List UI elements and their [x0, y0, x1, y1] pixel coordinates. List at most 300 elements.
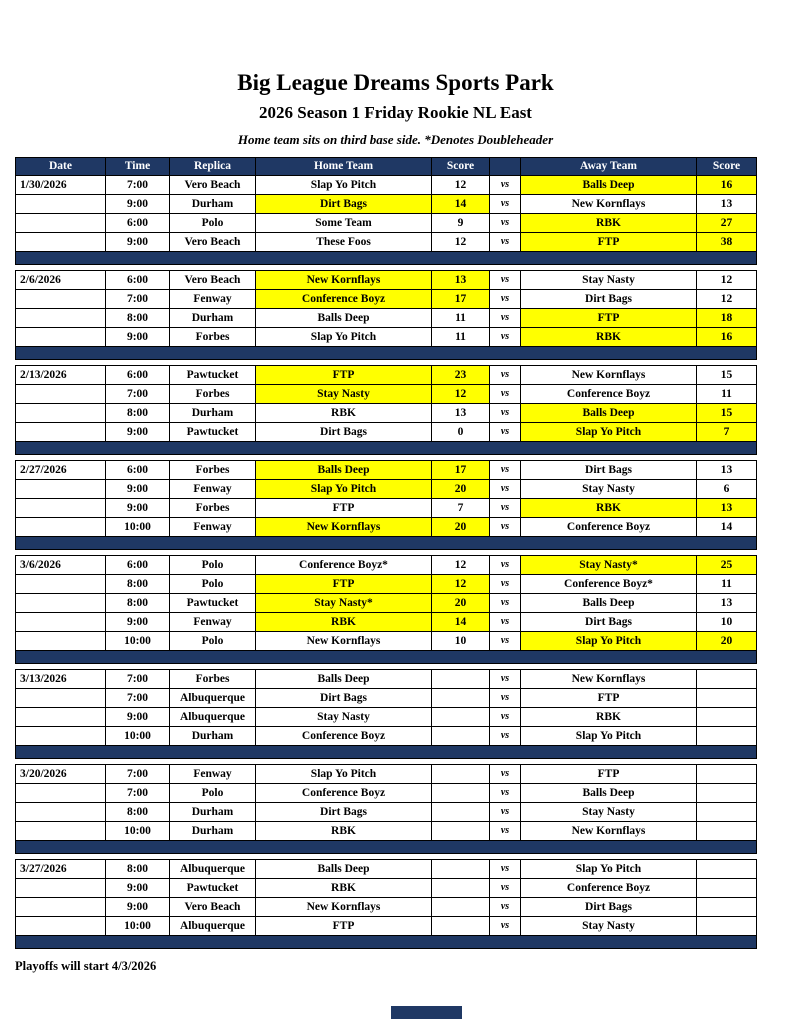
away-team-cell: FTP	[521, 689, 697, 708]
vs-label: vs	[490, 480, 521, 499]
group-separator	[16, 746, 757, 759]
replica-cell: Pawtucket	[170, 594, 256, 613]
time-cell: 6:00	[106, 366, 170, 385]
group-separator	[16, 651, 757, 664]
game-row	[16, 309, 757, 328]
date-cell	[16, 385, 106, 404]
group-separator	[16, 442, 757, 455]
replica-cell: Forbes	[170, 328, 256, 347]
away-score-cell	[697, 898, 757, 917]
time-cell: 9:00	[106, 879, 170, 898]
away-score-cell: 16	[697, 328, 757, 347]
replica-cell: Albuquerque	[170, 860, 256, 879]
away-team-cell: RBK	[521, 328, 697, 347]
home-team-cell: Balls Deep	[256, 309, 432, 328]
replica-cell: Fenway	[170, 765, 256, 784]
page-title: Big League Dreams Sports Park	[237, 70, 554, 95]
away-team-cell: FTP	[521, 765, 697, 784]
vs-label: vs	[490, 309, 521, 328]
group-separator-bar	[16, 442, 757, 455]
away-team-cell: RBK	[521, 214, 697, 233]
date-cell	[16, 290, 106, 309]
date-cell: 3/27/2026	[16, 860, 106, 879]
away-team-cell: Conference Boyz*	[521, 575, 697, 594]
group-separator-bar	[16, 347, 757, 360]
date-cell: 2/13/2026	[16, 366, 106, 385]
replica-cell: Fenway	[170, 613, 256, 632]
away-team-cell: Balls Deep	[521, 404, 697, 423]
date-cell	[16, 708, 106, 727]
away-score-cell	[697, 765, 757, 784]
away-team-cell: Balls Deep	[521, 594, 697, 613]
group-separator	[16, 841, 757, 854]
home-score-cell: 17	[432, 290, 490, 309]
vs-label: vs	[490, 860, 521, 879]
time-cell: 7:00	[106, 765, 170, 784]
time-cell: 6:00	[106, 214, 170, 233]
game-row	[16, 803, 757, 822]
home-team-cell: These Foos	[256, 233, 432, 252]
home-team-cell: Conference Boyz*	[256, 556, 432, 575]
home-team-cell: FTP	[256, 366, 432, 385]
replica-cell: Durham	[170, 309, 256, 328]
time-cell: 9:00	[106, 328, 170, 347]
vs-label: vs	[490, 404, 521, 423]
home-team-cell: RBK	[256, 404, 432, 423]
schedule-body	[16, 176, 757, 949]
home-team-cell: New Kornflays	[256, 898, 432, 917]
home-score-cell: 0	[432, 423, 490, 442]
away-team-cell: Conference Boyz	[521, 385, 697, 404]
home-score-cell	[432, 803, 490, 822]
away-team-cell: New Kornflays	[521, 195, 697, 214]
date-cell	[16, 480, 106, 499]
home-score-cell: 11	[432, 328, 490, 347]
time-cell: 8:00	[106, 594, 170, 613]
away-score-cell: 16	[697, 176, 757, 195]
replica-cell: Forbes	[170, 461, 256, 480]
replica-cell: Fenway	[170, 290, 256, 309]
home-score-cell: 14	[432, 195, 490, 214]
home-team-cell: New Kornflays	[256, 271, 432, 290]
game-row	[16, 689, 757, 708]
replica-cell: Polo	[170, 575, 256, 594]
home-team-cell: Conference Boyz	[256, 290, 432, 309]
home-score-cell	[432, 784, 490, 803]
time-cell: 8:00	[106, 309, 170, 328]
home-score-cell	[432, 822, 490, 841]
vs-label: vs	[490, 290, 521, 309]
home-team-cell: Dirt Bags	[256, 689, 432, 708]
replica-cell: Forbes	[170, 385, 256, 404]
home-score-cell	[432, 860, 490, 879]
away-team-cell: Stay Nasty*	[521, 556, 697, 575]
replica-cell: Durham	[170, 803, 256, 822]
game-row	[16, 385, 757, 404]
game-row	[16, 404, 757, 423]
group-separator-bar	[16, 651, 757, 664]
time-cell: 9:00	[106, 423, 170, 442]
home-team-cell: Conference Boyz	[256, 727, 432, 746]
vs-label: vs	[490, 670, 521, 689]
col-header-time: Time	[106, 158, 170, 176]
home-team-cell: FTP	[256, 917, 432, 936]
game-row	[16, 556, 757, 575]
group-separator	[16, 537, 757, 550]
game-row	[16, 480, 757, 499]
col-header-home-score: Score	[432, 158, 490, 176]
home-score-cell: 13	[432, 271, 490, 290]
page-footer-bar	[391, 1006, 462, 1019]
time-cell: 10:00	[106, 917, 170, 936]
home-team-cell: Dirt Bags	[256, 423, 432, 442]
replica-cell: Albuquerque	[170, 689, 256, 708]
replica-cell: Durham	[170, 404, 256, 423]
vs-label: vs	[490, 366, 521, 385]
time-cell: 8:00	[106, 803, 170, 822]
playoffs-note: Playoffs will start 4/3/2026	[15, 959, 157, 973]
game-row	[16, 784, 757, 803]
group-separator-bar	[16, 746, 757, 759]
group-separator-bar	[16, 252, 757, 265]
away-score-cell: 6	[697, 480, 757, 499]
home-team-cell: RBK	[256, 822, 432, 841]
game-row	[16, 271, 757, 290]
away-score-cell: 13	[697, 499, 757, 518]
date-cell	[16, 822, 106, 841]
col-header-date: Date	[16, 158, 106, 176]
home-team-cell: Conference Boyz	[256, 784, 432, 803]
away-score-cell	[697, 689, 757, 708]
home-score-cell: 17	[432, 461, 490, 480]
game-row	[16, 423, 757, 442]
away-score-cell: 7	[697, 423, 757, 442]
away-team-cell: New Kornflays	[521, 822, 697, 841]
game-row	[16, 613, 757, 632]
away-team-cell: New Kornflays	[521, 366, 697, 385]
vs-label: vs	[490, 822, 521, 841]
time-cell: 7:00	[106, 290, 170, 309]
away-score-cell: 38	[697, 233, 757, 252]
time-cell: 7:00	[106, 689, 170, 708]
replica-cell: Polo	[170, 784, 256, 803]
replica-cell: Vero Beach	[170, 176, 256, 195]
col-header-vs	[490, 158, 521, 176]
vs-label: vs	[490, 214, 521, 233]
home-score-cell	[432, 879, 490, 898]
date-cell	[16, 214, 106, 233]
time-cell: 8:00	[106, 860, 170, 879]
away-score-cell: 12	[697, 271, 757, 290]
col-header-replica: Replica	[170, 158, 256, 176]
home-score-cell: 12	[432, 385, 490, 404]
time-cell: 9:00	[106, 898, 170, 917]
date-cell	[16, 499, 106, 518]
vs-label: vs	[490, 385, 521, 404]
vs-label: vs	[490, 879, 521, 898]
home-team-cell: Slap Yo Pitch	[256, 765, 432, 784]
home-team-cell: Dirt Bags	[256, 195, 432, 214]
home-score-cell: 23	[432, 366, 490, 385]
vs-label: vs	[490, 461, 521, 480]
game-row	[16, 917, 757, 936]
schedule-note: Home team sits on third base side. *Denotes Doubleheader	[237, 132, 554, 147]
vs-label: vs	[490, 613, 521, 632]
vs-label: vs	[490, 898, 521, 917]
vs-label: vs	[490, 803, 521, 822]
replica-cell: Fenway	[170, 480, 256, 499]
away-score-cell	[697, 860, 757, 879]
home-score-cell: 14	[432, 613, 490, 632]
vs-label: vs	[490, 632, 521, 651]
game-row	[16, 214, 757, 233]
home-score-cell: 20	[432, 480, 490, 499]
away-score-cell: 12	[697, 290, 757, 309]
away-score-cell	[697, 917, 757, 936]
time-cell: 9:00	[106, 708, 170, 727]
replica-cell: Forbes	[170, 499, 256, 518]
away-score-cell: 10	[697, 613, 757, 632]
home-score-cell: 20	[432, 518, 490, 537]
replica-cell: Vero Beach	[170, 271, 256, 290]
replica-cell: Albuquerque	[170, 917, 256, 936]
vs-label: vs	[490, 271, 521, 290]
header-row	[16, 158, 757, 176]
date-cell	[16, 803, 106, 822]
replica-cell: Durham	[170, 822, 256, 841]
date-cell	[16, 309, 106, 328]
time-cell: 10:00	[106, 518, 170, 537]
date-cell	[16, 689, 106, 708]
group-separator	[16, 936, 757, 949]
away-team-cell: Stay Nasty	[521, 480, 697, 499]
game-row	[16, 499, 757, 518]
game-row	[16, 328, 757, 347]
home-team-cell: New Kornflays	[256, 518, 432, 537]
date-cell	[16, 518, 106, 537]
time-cell: 9:00	[106, 195, 170, 214]
vs-label: vs	[490, 499, 521, 518]
home-team-cell: RBK	[256, 879, 432, 898]
home-score-cell: 12	[432, 556, 490, 575]
date-cell: 2/6/2026	[16, 271, 106, 290]
home-team-cell: Slap Yo Pitch	[256, 328, 432, 347]
home-team-cell: Slap Yo Pitch	[256, 176, 432, 195]
vs-label: vs	[490, 575, 521, 594]
date-cell	[16, 727, 106, 746]
away-team-cell: Stay Nasty	[521, 803, 697, 822]
col-header-away-team: Away Team	[521, 158, 697, 176]
date-cell	[16, 632, 106, 651]
home-team-cell: FTP	[256, 499, 432, 518]
home-score-cell	[432, 917, 490, 936]
schedule-table	[15, 157, 757, 949]
date-cell: 2/27/2026	[16, 461, 106, 480]
away-score-cell: 13	[697, 195, 757, 214]
away-score-cell	[697, 727, 757, 746]
away-score-cell: 15	[697, 404, 757, 423]
away-team-cell: Balls Deep	[521, 176, 697, 195]
game-row	[16, 879, 757, 898]
away-score-cell	[697, 879, 757, 898]
vs-label: vs	[490, 765, 521, 784]
vs-label: vs	[490, 233, 521, 252]
home-team-cell: Stay Nasty	[256, 708, 432, 727]
home-team-cell: RBK	[256, 613, 432, 632]
date-cell	[16, 594, 106, 613]
replica-cell: Fenway	[170, 518, 256, 537]
game-row	[16, 822, 757, 841]
date-cell	[16, 404, 106, 423]
home-team-cell: Balls Deep	[256, 670, 432, 689]
game-row	[16, 860, 757, 879]
away-team-cell: Dirt Bags	[521, 290, 697, 309]
vs-label: vs	[490, 195, 521, 214]
replica-cell: Polo	[170, 214, 256, 233]
home-team-cell: New Kornflays	[256, 632, 432, 651]
away-team-cell: RBK	[521, 499, 697, 518]
home-team-cell: Dirt Bags	[256, 803, 432, 822]
game-row	[16, 518, 757, 537]
time-cell: 7:00	[106, 385, 170, 404]
vs-label: vs	[490, 176, 521, 195]
away-team-cell: Slap Yo Pitch	[521, 727, 697, 746]
vs-label: vs	[490, 556, 521, 575]
away-team-cell: Dirt Bags	[521, 461, 697, 480]
date-cell: 1/30/2026	[16, 176, 106, 195]
vs-label: vs	[490, 689, 521, 708]
away-score-cell: 20	[697, 632, 757, 651]
home-team-cell: Balls Deep	[256, 860, 432, 879]
away-team-cell: Conference Boyz	[521, 518, 697, 537]
away-score-cell: 11	[697, 575, 757, 594]
game-row	[16, 290, 757, 309]
time-cell: 7:00	[106, 784, 170, 803]
home-score-cell	[432, 765, 490, 784]
replica-cell: Pawtucket	[170, 879, 256, 898]
away-team-cell: Balls Deep	[521, 784, 697, 803]
away-team-cell: FTP	[521, 309, 697, 328]
home-team-cell: Stay Nasty*	[256, 594, 432, 613]
game-row	[16, 575, 757, 594]
time-cell: 9:00	[106, 480, 170, 499]
away-score-cell	[697, 822, 757, 841]
time-cell: 6:00	[106, 556, 170, 575]
away-team-cell: New Kornflays	[521, 670, 697, 689]
away-score-cell	[697, 784, 757, 803]
title-block	[0, 0, 791, 148]
replica-cell: Vero Beach	[170, 898, 256, 917]
game-row	[16, 632, 757, 651]
away-score-cell: 13	[697, 461, 757, 480]
home-score-cell	[432, 898, 490, 917]
home-score-cell: 12	[432, 575, 490, 594]
time-cell: 7:00	[106, 670, 170, 689]
time-cell: 8:00	[106, 575, 170, 594]
home-score-cell: 7	[432, 499, 490, 518]
away-team-cell: Conference Boyz	[521, 879, 697, 898]
home-team-cell: Slap Yo Pitch	[256, 480, 432, 499]
away-score-cell: 27	[697, 214, 757, 233]
time-cell: 10:00	[106, 632, 170, 651]
away-score-cell	[697, 708, 757, 727]
vs-label: vs	[490, 518, 521, 537]
replica-cell: Polo	[170, 632, 256, 651]
home-score-cell: 12	[432, 176, 490, 195]
time-cell: 6:00	[106, 271, 170, 290]
game-row	[16, 176, 757, 195]
away-team-cell: Stay Nasty	[521, 271, 697, 290]
date-cell	[16, 613, 106, 632]
game-row	[16, 898, 757, 917]
game-row	[16, 366, 757, 385]
away-score-cell: 25	[697, 556, 757, 575]
date-cell	[16, 575, 106, 594]
time-cell: 7:00	[106, 176, 170, 195]
home-team-cell: FTP	[256, 575, 432, 594]
vs-label: vs	[490, 423, 521, 442]
replica-cell: Albuquerque	[170, 708, 256, 727]
game-row	[16, 195, 757, 214]
home-score-cell: 10	[432, 632, 490, 651]
time-cell: 8:00	[106, 404, 170, 423]
replica-cell: Forbes	[170, 670, 256, 689]
date-cell	[16, 233, 106, 252]
col-header-home-team: Home Team	[256, 158, 432, 176]
away-team-cell: Slap Yo Pitch	[521, 423, 697, 442]
time-cell: 9:00	[106, 499, 170, 518]
group-separator-bar	[16, 537, 757, 550]
group-separator	[16, 252, 757, 265]
vs-label: vs	[490, 594, 521, 613]
away-score-cell: 11	[697, 385, 757, 404]
game-row	[16, 708, 757, 727]
date-cell	[16, 784, 106, 803]
away-team-cell: Slap Yo Pitch	[521, 860, 697, 879]
game-row	[16, 461, 757, 480]
game-row	[16, 233, 757, 252]
replica-cell: Durham	[170, 195, 256, 214]
group-separator	[16, 347, 757, 360]
away-team-cell: Stay Nasty	[521, 917, 697, 936]
vs-label: vs	[490, 784, 521, 803]
time-cell: 9:00	[106, 233, 170, 252]
vs-label: vs	[490, 328, 521, 347]
date-cell	[16, 898, 106, 917]
home-score-cell: 13	[432, 404, 490, 423]
away-team-cell: Slap Yo Pitch	[521, 632, 697, 651]
date-cell: 3/6/2026	[16, 556, 106, 575]
time-cell: 10:00	[106, 822, 170, 841]
date-cell	[16, 328, 106, 347]
home-team-cell: Some Team	[256, 214, 432, 233]
home-score-cell: 20	[432, 594, 490, 613]
home-score-cell	[432, 689, 490, 708]
date-cell	[16, 423, 106, 442]
home-score-cell: 12	[432, 233, 490, 252]
group-separator-bar	[16, 841, 757, 854]
away-score-cell: 13	[697, 594, 757, 613]
game-row	[16, 727, 757, 746]
home-score-cell	[432, 670, 490, 689]
replica-cell: Pawtucket	[170, 366, 256, 385]
date-cell	[16, 195, 106, 214]
vs-label: vs	[490, 917, 521, 936]
date-cell: 3/20/2026	[16, 765, 106, 784]
vs-label: vs	[490, 708, 521, 727]
vs-label: vs	[490, 727, 521, 746]
game-row	[16, 765, 757, 784]
